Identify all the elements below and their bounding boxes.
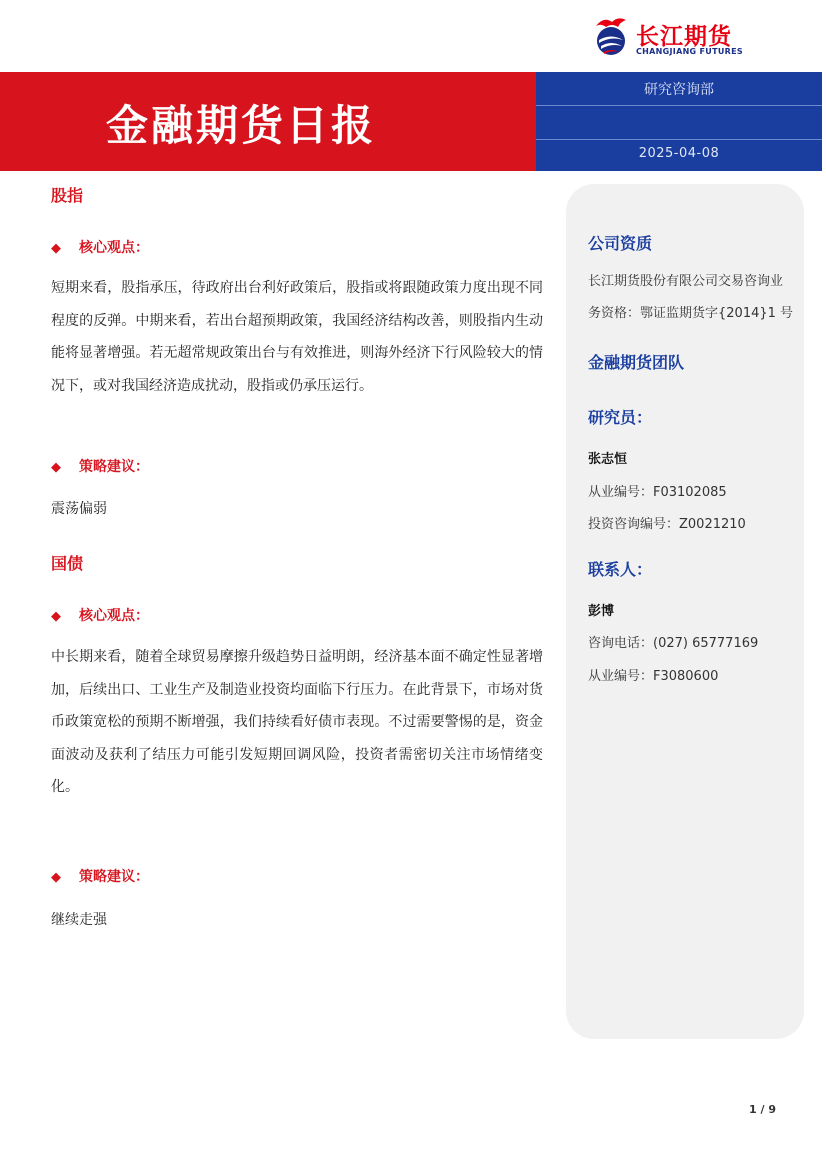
researcher-license: 从业编号：F03102085 <box>588 485 727 500</box>
department-label: 研究咨询部 <box>644 82 714 98</box>
contact-phone: 咨询电话：(027) 65777169 <box>588 636 759 651</box>
diamond-bullet-icon: ◆ <box>51 460 61 475</box>
report-title: 金融期货日报 <box>106 101 377 150</box>
contact-title: 联系人： <box>588 560 653 579</box>
logo-chinese-name: 长江期货 <box>636 24 732 50</box>
contact-license: 从业编号：F3080600 <box>588 669 719 684</box>
contact-name: 彭博 <box>588 604 615 619</box>
qualification-line: 长江期货股份有限公司交易咨询业 <box>588 274 784 289</box>
report-date: 2025-04-08 <box>638 146 720 161</box>
stock-index-core-view: 短期来看，股指承压，待政府出台利好政策后，股指或将跟随政策力度出现不同程度的反弹。中期来看，若出台超预期政策，我国经济结构改善，则股指内生动能将显著增强。若无超常规政策出台与有效推进，则海外经济下行风险较大的情况下，或对我国经济造成扰动，股指或仍承压运行。 <box>51 280 543 394</box>
section-title-stock-index: 股指 <box>51 186 84 205</box>
diamond-bullet-icon: ◆ <box>51 241 61 256</box>
banner-divider <box>536 139 822 140</box>
strategy-heading: ◆ 策略建议： <box>51 459 149 475</box>
core-view-heading: ◆ 核心观点： <box>51 240 149 256</box>
diamond-bullet-icon: ◆ <box>51 609 61 624</box>
banner-divider <box>536 105 822 106</box>
researcher-name: 张志恒 <box>588 452 628 467</box>
strategy-heading: ◆ 策略建议： <box>51 869 149 885</box>
researcher-title: 研究员： <box>588 408 653 427</box>
researcher-advisory-number: 投资咨询编号：Z0021210 <box>588 517 746 532</box>
page-number: 1 / 9 <box>749 1103 776 1116</box>
core-view-heading: ◆ 核心观点： <box>51 608 149 624</box>
section-title-treasury: 国债 <box>51 554 84 573</box>
stock-index-strategy: 震荡偏弱 <box>51 501 107 517</box>
qualification-line: 务资格：鄂证监期货字{2014}1 号 <box>588 306 794 321</box>
team-title: 金融期货团队 <box>588 353 685 372</box>
treasury-strategy: 继续走强 <box>51 912 107 928</box>
qualification-title: 公司资质 <box>588 234 653 253</box>
changjiang-emblem-icon <box>590 14 632 60</box>
company-logo <box>590 14 770 60</box>
treasury-core-view: 中长期来看，随着全球贸易摩擦升级趋势日益明朗，经济基本面不确定性显著增加，后续出口、工业生产及制造业投资均面临下行压力。在此背景下，市场对货币政策宽松的预期不断增强，我们持续看好债市表现。不过需要警惕的是，资金面波动及获利了结压力可能引发短期回调风险，投资者需密切关注市场情绪变化。 <box>51 649 543 795</box>
diamond-bullet-icon: ◆ <box>51 870 61 885</box>
logo-english-name: CHANGJIANG FUTURES <box>636 47 743 56</box>
